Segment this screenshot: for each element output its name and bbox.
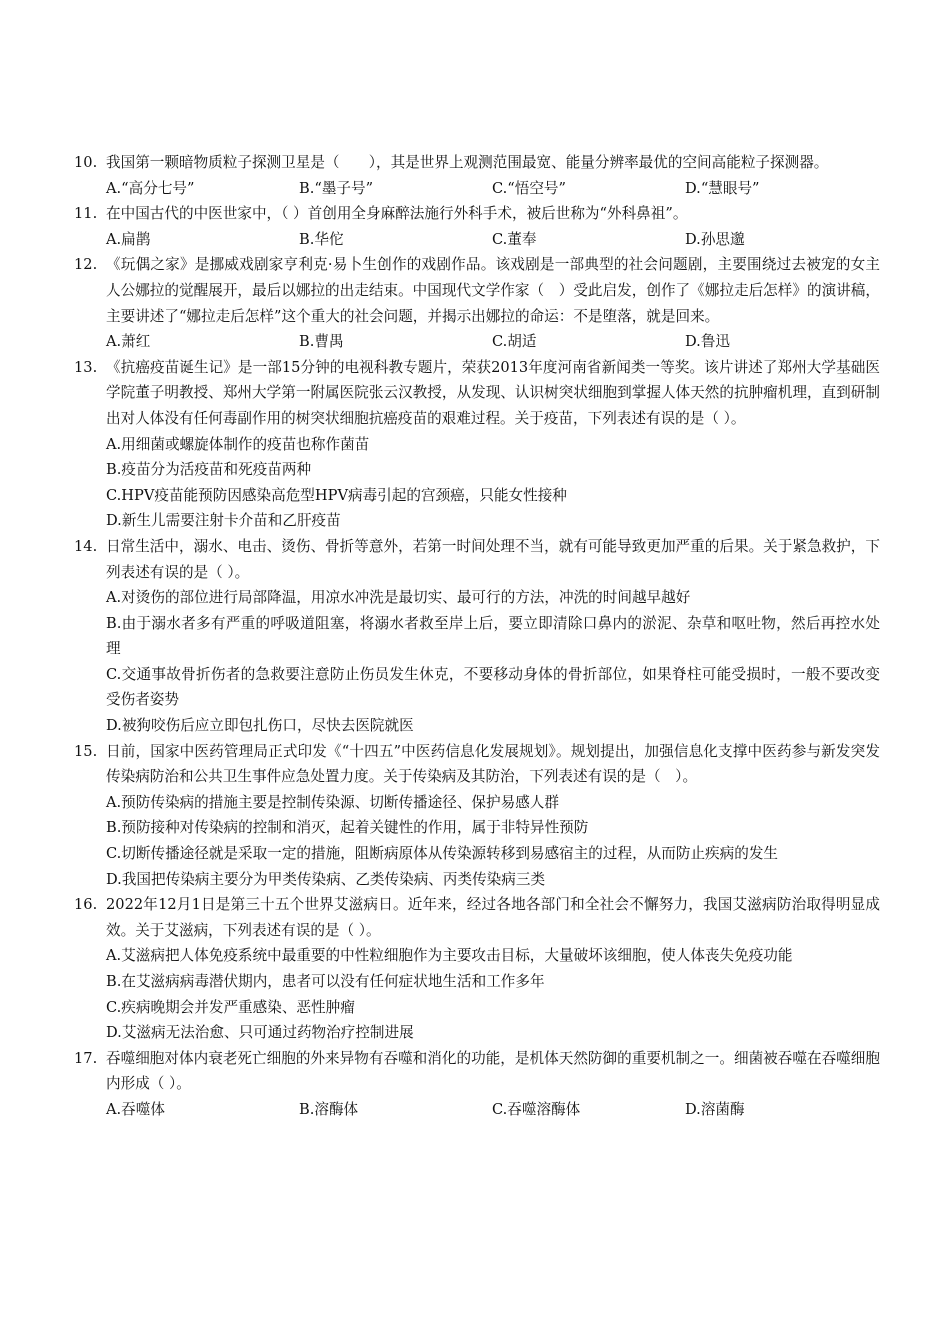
option-a: A.萧红 [106, 333, 151, 351]
question-12 [74, 252, 880, 354]
question-14 [74, 534, 880, 739]
option-a: A.扁鹊 [106, 230, 151, 248]
option-c: C.疾病晚期会并发严重感染、恶性肿瘤 [106, 998, 355, 1016]
option-b: B.疫苗分为活疫苗和死疫苗两种 [106, 461, 312, 479]
question-17 [74, 1046, 880, 1123]
option-d: D.溶菌酶 [685, 1100, 745, 1118]
option-d: D.鲁迅 [685, 333, 731, 351]
option-c: C.吞噬溶酶体 [492, 1100, 581, 1118]
question-stem: 在中国古代的中医世家中，（ ）首创用全身麻醉法施行外科手术，被后世称为“外科鼻祖”。 [106, 205, 688, 223]
option-c: C.“悟空号” [492, 179, 566, 197]
option-d: D.艾滋病无法治愈、只可通过药物治疗控制进展 [106, 1024, 414, 1042]
question-number: 13. [74, 358, 98, 376]
option-list [106, 585, 880, 739]
option-c: C.胡适 [492, 333, 537, 351]
question-stem: 日前，国家中医药管理局正式印发《“十四五”中医药信息化发展规划》。规划提出，加强信息化支撑中医药参与新发突发传染病防治和公共卫生事件应急处置力度。关于传染病及其防治，下列表述有误的是（ ）。 [106, 742, 880, 786]
option-a: A.艾滋病把人体免疫系统中最重要的中性粒细胞作为主要攻击目标，大量破坏该细胞，使人体丧失免疫功能 [106, 947, 793, 965]
question-stem: 2022年12月1日是第三十五个世界艾滋病日。近年来，经过各地各部门和全社会不懈努力，我国艾滋病防治取得明显成效。关于艾滋病，下列表述有误的是（ ）。 [106, 896, 880, 939]
option-b: B.曹禺 [299, 333, 344, 351]
option-a: A.吞噬体 [106, 1100, 165, 1118]
option-list [106, 790, 880, 892]
option-d: D.孙思邈 [685, 230, 745, 248]
option-list [106, 432, 880, 534]
option-d: D.“慧眼号” [685, 179, 760, 197]
question-15 [74, 739, 880, 893]
option-b: B.“墨子号” [299, 179, 374, 197]
question-number: 14. [74, 537, 98, 555]
option-row [106, 1097, 880, 1123]
option-c: C.切断传播途径就是采取一定的措施，阻断病原体从传染源转移到易感宿主的过程，从而防止疾病的发生 [106, 845, 779, 863]
option-row [106, 329, 880, 355]
option-a: A.“高分七号” [106, 179, 195, 197]
option-b: B.由于溺水者多有严重的呼吸道阻塞，将溺水者救至岸上后，要立即清除口鼻内的淤泥、杂草和呕吐物，然后再控水处理 [106, 614, 880, 658]
question-13 [74, 355, 880, 534]
option-row [106, 176, 880, 202]
option-a: A.预防传染病的措施主要是控制传染源、切断传播途径、保护易感人群 [106, 793, 559, 811]
option-b: B.预防接种对传染病的控制和消灭，起着关键性的作用，属于非特异性预防 [106, 819, 589, 837]
question-stem: 《抗癌疫苗诞生记》是一部15分钟的电视科教专题片，荣获2013年度河南省新闻类一等奖。该片讲述了郑州大学基础医学院董子明教授、郑州大学第一附属医院张云汉教授，从发现、认识树突状细胞到掌握人体天然的抗肿瘤机理，直到研制出对人体没有任何毒副作用的树突状细胞抗癌疫苗的艰难过程。关于疫苗，下列表述有误的是（ ）。 [106, 358, 880, 427]
question-number: 11. [74, 205, 98, 223]
question-number: 15. [74, 742, 98, 760]
question-stem: 吞噬细胞对体内衰老死亡细胞的外来异物有吞噬和消化的功能，是机体天然防御的重要机制之一。细菌被吞噬在吞噬细胞内形成（ ）。 [106, 1049, 880, 1093]
question-number: 12. [74, 256, 98, 274]
option-a: A.用细菌或螺旋体制作的疫苗也称作菌苗 [106, 435, 370, 453]
option-a: A.对烫伤的部位进行局部降温，用凉水冲洗是最切实、最可行的方法，冲洗的时间越早越好 [106, 589, 691, 607]
question-10 [74, 150, 880, 201]
question-list [74, 150, 880, 1123]
question-stem: 《玩偶之家》是挪威戏剧家亨利克·易卜生创作的戏剧作品。该戏剧是一部典型的社会问题剧，主要围绕过去被宠的女主人公娜拉的觉醒展开，最后以娜拉的出走结束。中国现代文学作家（ ）受此启发，创作了《娜拉走后怎样》的演讲稿，主要讲述了“娜拉走后怎样”这个重大的社会问题，并揭示出娜拉的命运：不是堕落，就是回来。 [106, 256, 880, 325]
question-16 [74, 892, 880, 1046]
question-11 [74, 201, 880, 252]
option-row [106, 227, 880, 253]
option-c: C.交通事故骨折伤者的急救要注意防止伤员发生休克，不要移动身体的骨折部位，如果脊柱可能受损时，一般不要改变受伤者姿势 [106, 665, 880, 709]
option-c: C.董奉 [492, 230, 537, 248]
question-stem: 我国第一颗暗物质粒子探测卫星是（ ），其是世界上观测范围最宽、能量分辨率最优的空间高能粒子探测器。 [106, 154, 829, 171]
question-number: 17. [74, 1049, 98, 1067]
option-d: D.被狗咬伤后应立即包扎伤口，尽快去医院就医 [106, 717, 414, 735]
option-d: D.我国把传染病主要分为甲类传染病、乙类传染病、丙类传染病三类 [106, 870, 546, 888]
question-stem: 日常生活中，溺水、电击、烫伤、骨折等意外，若第一时间处理不当，就有可能导致更加严重的后果。关于紧急救护，下列表述有误的是（ ）。 [106, 537, 880, 581]
option-b: B.溶酶体 [299, 1100, 359, 1118]
option-c: C.HPV疫苗能预防因感染高危型HPV病毒引起的宫颈癌，只能女性接种 [106, 486, 567, 504]
question-number: 16. [74, 896, 98, 914]
option-b: B.在艾滋病病毒潜伏期内，患者可以没有任何症状地生活和工作多年 [106, 973, 545, 990]
question-number: 10. [74, 154, 98, 171]
option-d: D.新生儿需要注射卡介苗和乙肝疫苗 [106, 512, 341, 530]
option-b: B.华佗 [299, 230, 344, 248]
option-list [106, 943, 880, 1045]
